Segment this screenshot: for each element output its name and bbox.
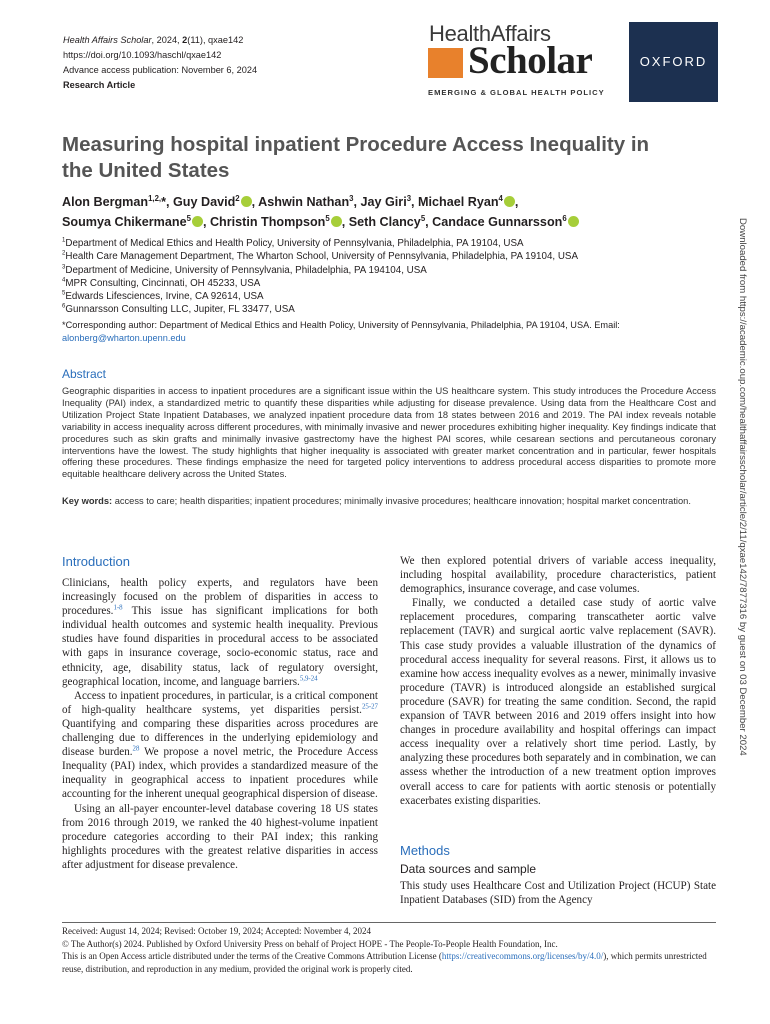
abstract-text: Geographic disparities in access to inpatient procedures are a significant issue within the US healthcare system. This study introduces the Procedure Access Inequality (PAI) index, a standardized metric to quantify these disparities while adjusting for disease prevalence. Using data from the Healthcare Cost and Utilization Project State Inpatient Databases, we analyzed inpatient procedure data from 18 states between 2016 and 2019. The PAI index reveals notable variability in access inequality across different procedures, with minimally invasive and newer procedures exhibiting higher inequality. Key findings indicate that procedures such as skin grafts and minimally invasive gastrectomy have the highest PAI scores, while cesarean sections and percutaneous coronary interventions have the lowest. The study highlights that higher inequality is associated with greater market concentration and in particular, fewer hospitals offering these procedures. These findings emphasize the need for targeted policy interventions to address procedural access disparities to promote more equitable healthcare delivery across the United States. bbox=[62, 386, 716, 480]
article-footer bbox=[62, 925, 722, 975]
affiliation-number: 6 bbox=[62, 304, 66, 311]
intro-p2-text-c: We propose a novel metric, the Procedure Access Inequality (PAI) index, which provides a standardized measure of the inequality in geographical access to inpatient procedures while accounting for the inherent unequal geographical dispersion of disease. bbox=[62, 746, 379, 801]
affiliation-item bbox=[62, 277, 712, 290]
affiliation-number: 2 bbox=[62, 251, 66, 258]
download-watermark: Downloaded from https://academic.oup.com/healthaffairsscholar/article/2/11/qxae142/7877316 by guest on 03 December 2024 bbox=[737, 218, 748, 756]
intro-paragraph-2 bbox=[62, 689, 378, 802]
intro-p2-text-b: Quantifying and comparing these disparities across procedures are challenging due to differences in the underlying epidemiology and disease burden. bbox=[62, 717, 378, 759]
author[interactable]: Seth Clancy bbox=[348, 214, 421, 229]
author[interactable]: Christin Thompson bbox=[209, 214, 326, 229]
keywords-text: access to care; health disparities; inpatient procedures; minimally invasive procedures; healthcare innovation; hospital market concentration. bbox=[114, 496, 691, 506]
orcid-icon[interactable] bbox=[568, 216, 579, 227]
keywords-label: Key words: bbox=[62, 496, 113, 506]
methods-text: This study uses Healthcare Cost and Utilization Project (HCUP) State Inpatient Databases (SID) from the Agency bbox=[400, 880, 716, 907]
article-meta bbox=[63, 33, 257, 93]
data-sources-heading: Data sources and sample bbox=[400, 862, 537, 876]
journal-name: Health Affairs Scholar bbox=[63, 35, 152, 45]
journal-volume: 2 bbox=[182, 35, 188, 45]
keywords bbox=[62, 496, 716, 508]
corresponding-marker: * bbox=[161, 195, 166, 209]
license bbox=[62, 950, 722, 975]
author[interactable]: Michael Ryan bbox=[418, 195, 499, 209]
affiliation-item bbox=[62, 303, 712, 316]
affiliation-item bbox=[62, 250, 712, 263]
author[interactable]: Alon Bergman bbox=[62, 195, 149, 209]
citation[interactable]: 25-27 bbox=[361, 703, 378, 711]
license-link[interactable]: https://creativecommons.org/licenses/by/4.0/ bbox=[441, 951, 604, 962]
logo-scholar: Scholar bbox=[468, 39, 593, 82]
journal-logo[interactable] bbox=[428, 22, 718, 104]
journal-year: , 2024, bbox=[151, 35, 183, 45]
logo-health-affairs: HealthAffairs bbox=[429, 21, 551, 46]
oxford-logo: OXFORD bbox=[629, 22, 718, 102]
license-text-b: ), which permits unrestricted reuse, distribution, and reproduction in any medium, provided the original work is properly cited. bbox=[62, 951, 707, 974]
orcid-icon[interactable] bbox=[192, 216, 203, 227]
methods-heading: Methods bbox=[400, 843, 450, 858]
author[interactable]: Candace Gunnarsson bbox=[432, 214, 563, 229]
advance-access: Advance access publication: November 6, 2024 bbox=[63, 65, 258, 75]
orcid-icon[interactable] bbox=[331, 216, 342, 227]
affiliation-item bbox=[62, 237, 712, 250]
citation[interactable]: 1-8 bbox=[113, 604, 123, 612]
intro-paragraph-5: Finally, we conducted a detailed case study of aortic valve replacement procedures, comparing transcatheter aortic valve replacement (TAVR) and surgical aortic valve replacement (SAVR). This case study provides a valuable illustration of the dynamics of procedural access inequality for several reasons. First, it allows us to examine how access inequality evolves as a newer, minimally invasive procedure (TAVR) is introduced alongside an established surgical procedure (SAVR) for treating the same condition. Second, the rapid expansion of TAVR between 2016 and 2019 offers insight into how changes in procedure availability and hospital offerings can impact access inequality over a relatively short time period. Lastly, by analyzing these procedures both separately and in combination, we can assess whether the introduction of a new treatment option improves overall access to care for patients with aortic stenosis or potentially exacerbates existing disparities. bbox=[400, 597, 716, 807]
corresponding-text: *Corresponding author: Department of Medical Ethics and Health Policy, University of Pennsylvania, Philadelphia, PA 19104, USA. Email: bbox=[62, 320, 620, 330]
affiliations bbox=[62, 237, 712, 317]
author-affiliation-marker: 3 bbox=[406, 193, 412, 203]
affiliation-text: Edwards Lifesciences, Irvine, CA 92614, USA bbox=[65, 291, 264, 303]
author-affiliation-marker: 5 bbox=[186, 213, 191, 223]
author-affiliation-marker: 4 bbox=[498, 193, 503, 203]
affiliation-text: Gunnarsson Consulting LLC, Jupiter, FL 33477, USA bbox=[65, 304, 295, 316]
citation[interactable]: 28 bbox=[132, 745, 140, 753]
affiliation-item bbox=[62, 290, 712, 303]
affiliation-number: 4 bbox=[62, 277, 66, 284]
intro-paragraph-4: We then explored potential drivers of variable access inequality, including hospital availability, procedure characteristics, patient demographics, insurance coverage, and case volumes. bbox=[400, 555, 716, 596]
copyright: © The Author(s) 2024. Published by Oxford University Press on behalf of Project HOPE - The People-To-People Health Foundation, Inc. bbox=[62, 938, 558, 949]
author-list: Alon Bergman$^{1,2,}$*, Guy David$^2$ , Ashwin Nathan$^3$, Jay Giri$^3$, Michael Ryan$^4$ , Soumya Chikermane$^5$ , Christin Thompson$^5$ , Seth Clancy$^5$, Candace Gunnarsson$^6$ bbox=[62, 193, 702, 232]
affiliation-text: MPR Consulting, Cincinnati, OH 45233, USA bbox=[65, 277, 261, 289]
logo-orange-square bbox=[428, 48, 463, 78]
affiliation-text: Department of Medicine, University of Pennsylvania, Philadelphia, PA 194104, USA bbox=[65, 264, 427, 276]
doi-link[interactable]: https://doi.org/10.1093/haschl/qxae142 bbox=[63, 50, 222, 60]
methods-paragraph bbox=[400, 879, 716, 907]
author-affiliation-marker: 5 bbox=[325, 213, 330, 223]
abstract-heading: Abstract bbox=[62, 367, 107, 381]
author-affiliation-marker: 5 bbox=[420, 213, 426, 223]
license-text-a: This is an Open Access article distributed under the terms of the Creative Commons Attribution License ( bbox=[62, 951, 442, 962]
intro-p1-text-b: This issue has significant implications for both individual health outcomes and systemic health inequality. Previous studies have found disparities in procedural access to be associated with gaps in insurance coverage, socio-economic status, race and ethnicity, age, disability status, lack of regulatory oversight, geographical location, income, and language barriers. bbox=[62, 605, 378, 688]
affiliation-item bbox=[62, 264, 712, 277]
article-title: Measuring hospital inpatient Procedure Access Inequality in the United States bbox=[62, 133, 650, 182]
logo-tagline: EMERGING & GLOBAL HEALTH POLICY bbox=[428, 88, 605, 97]
article-type: Research Article bbox=[63, 80, 136, 90]
author[interactable]: Guy David bbox=[173, 195, 236, 209]
author-affiliation-marker: 1,2, bbox=[148, 193, 162, 203]
citation[interactable]: 5,9-24 bbox=[299, 674, 318, 682]
intro-p1-text-a: Clinicians, health policy experts, and regulators have been increasingly focused on the problem of disparities in access to procedures. bbox=[62, 577, 378, 618]
footer-divider bbox=[62, 922, 716, 923]
affiliation-text: Department of Medical Ethics and Health Policy, University of Pennsylvania, Philadelphia, PA 19104, USA bbox=[65, 238, 524, 249]
left-column bbox=[62, 576, 378, 872]
orcid-icon[interactable] bbox=[241, 196, 252, 207]
author[interactable]: Soumya Chikermane bbox=[62, 214, 187, 229]
author-affiliation-marker: 2 bbox=[235, 193, 240, 203]
author[interactable]: Jay Giri bbox=[360, 195, 407, 209]
affiliation-text: Health Care Management Department, The Wharton School, University of Pennsylvania, Philadelphia, PA 19104, USA bbox=[65, 251, 578, 263]
affiliation-number: 1 bbox=[62, 237, 66, 244]
received-dates: Received: August 14, 2024; Revised: October 19, 2024; Accepted: November 4, 2024 bbox=[62, 926, 371, 936]
intro-paragraph-1 bbox=[62, 576, 378, 689]
corresponding-email[interactable]: alonberg@wharton.upenn.edu bbox=[62, 333, 186, 343]
intro-paragraph-3: Using an all-payer encounter-level database covering 18 US states from 2016 through 2019, we ranked the 40 highest-volume inpatient procedure categories according to their PAI index; this ranking highlights procedures with the greatest relative disparities in access after adjustment for disease prevalence. bbox=[62, 802, 378, 871]
orcid-icon[interactable] bbox=[504, 196, 515, 207]
author[interactable]: Ashwin Nathan bbox=[258, 195, 350, 209]
affiliation-number: 5 bbox=[62, 290, 66, 297]
author-affiliation-marker: 3 bbox=[349, 193, 354, 203]
intro-p2-text-a: Access to inpatient procedures, in particular, is a critical component of high-quality healthcare systems, yet disparities persist. bbox=[62, 689, 378, 716]
journal-issue: (11), qxae142 bbox=[187, 35, 244, 45]
author-affiliation-marker: 6 bbox=[562, 213, 567, 223]
corresponding-author bbox=[62, 319, 717, 345]
right-column bbox=[400, 554, 716, 808]
introduction-heading: Introduction bbox=[62, 554, 130, 569]
affiliation-number: 3 bbox=[62, 264, 66, 271]
